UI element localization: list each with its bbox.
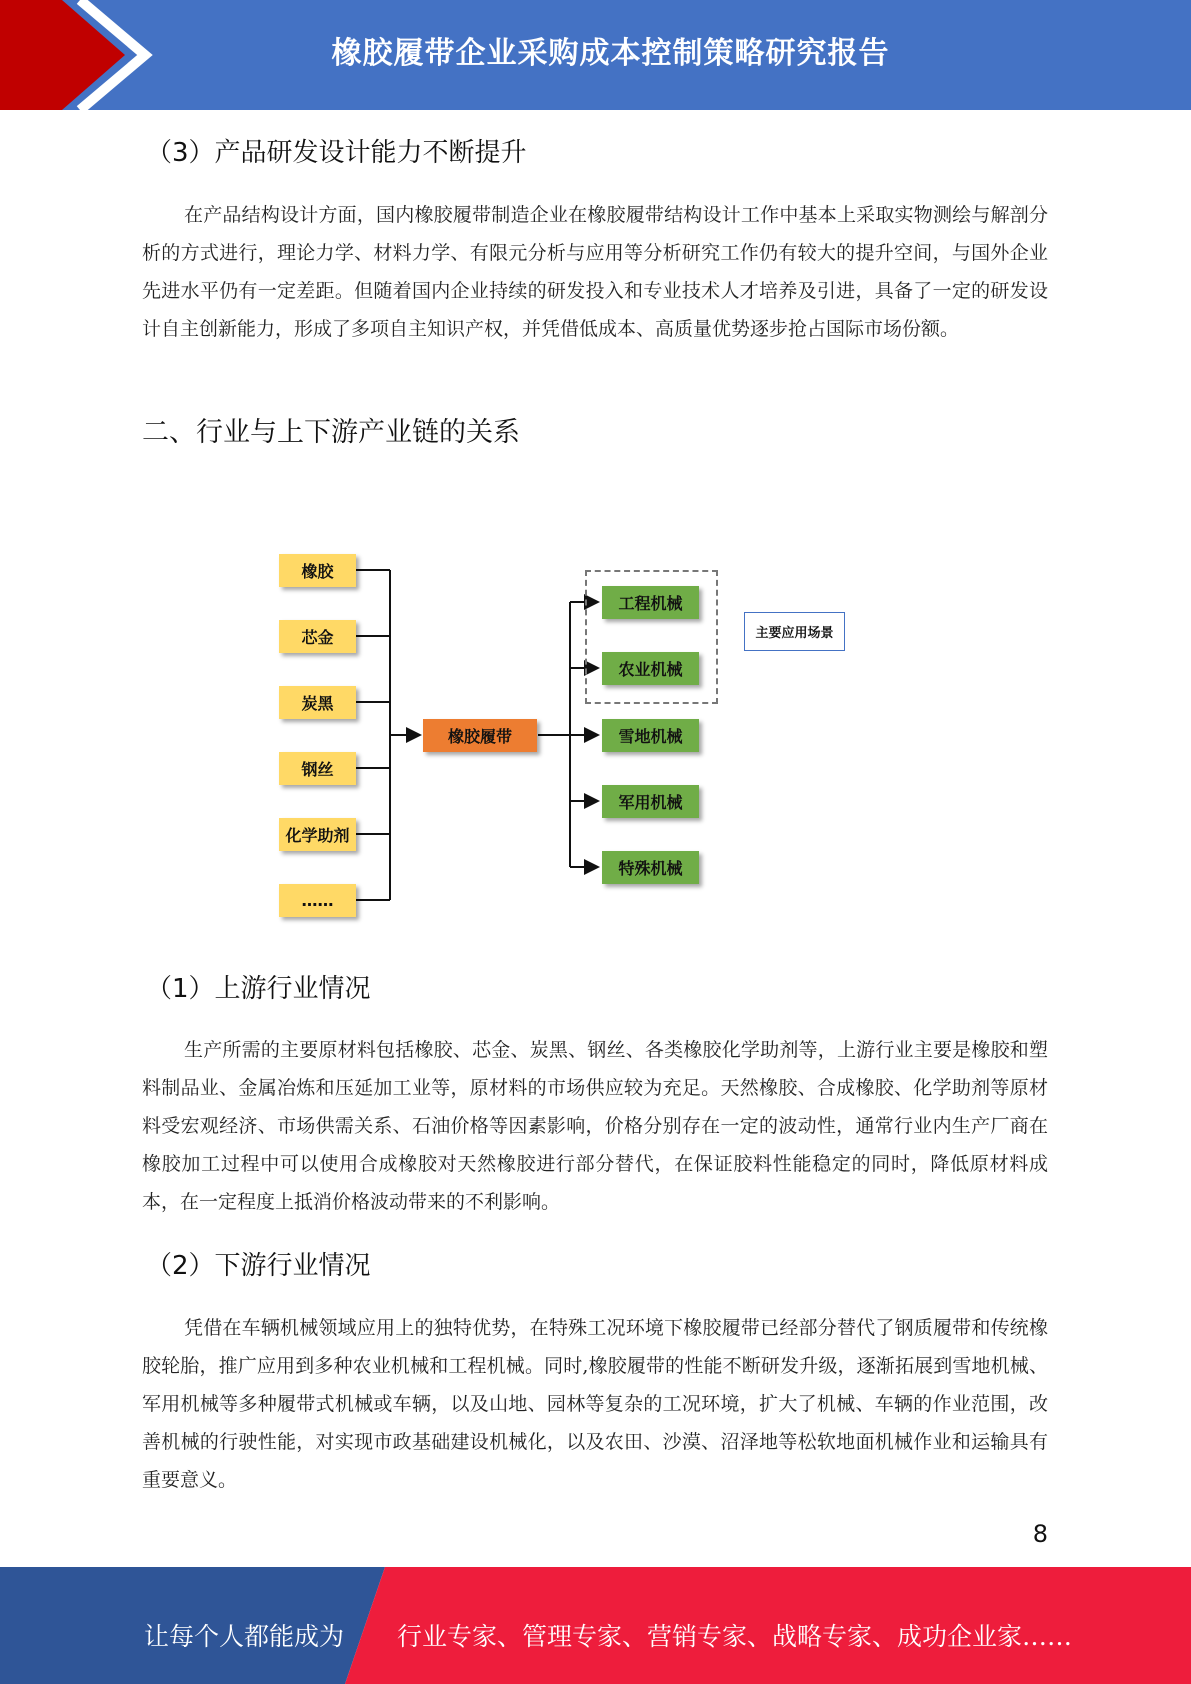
- output-node-special-machinery: 特殊机械: [602, 851, 699, 884]
- legend-main-application: 主要应用场景: [744, 612, 845, 651]
- section-paragraph-rd: 在产品结构设计方面，国内橡胶履带制造企业在橡胶履带结构设计工作中基本上采取实物测绘与解剖分析的方式进行，理论力学、材料力学、有限元分析与应用等分析研究工作仍有较大的提升空间，与国外企业先进水平仍有一定差距。但随着国内企业持续的研发投入和专业技术人才培养及引进，具备了一定的研发设计自主创新能力，形成了多项自主知识产权，并凭借低成本、高质量优势逐步抢占国际市场份额。: [142, 204, 1048, 340]
- input-node-chemical-additives: 化学助剂: [279, 818, 356, 851]
- header-bar: [0, 0, 1191, 110]
- input-node-rubber: 橡胶: [279, 554, 356, 587]
- chapter-heading-industry-chain: 二、行业与上下游产业链的关系: [142, 417, 520, 448]
- input-node-carbon-black: 炭黑: [279, 686, 356, 719]
- section-paragraph-upstream: 生产所需的主要原材料包括橡胶、芯金、炭黑、钢丝、各类橡胶化学助剂等，上游行业主要是橡胶和塑料制品业、金属冶炼和压延加工业等，原材料的市场供应较为充足。天然橡胶、合成橡胶、化学助剂等原材料受宏观经济、市场供需关系、石油价格等因素影响，价格分别存在一定的波动性，通常行业内生产厂商在橡胶加工过程中可以使用合成橡胶对天然橡胶进行部分替代，在保证胶料性能稳定的同时，降低原材料成本，在一定程度上抵消价格波动带来的不利影响。: [142, 1039, 1048, 1213]
- section-heading-rd: （3）产品研发设计能力不断提升: [146, 138, 527, 168]
- output-node-agricultural-machinery: 农业机械: [602, 652, 699, 685]
- output-node-engineering-machinery: 工程机械: [602, 586, 699, 619]
- footer-slogan-left: 让每个人都能成为: [144, 1622, 345, 1651]
- section-paragraph-downstream: 凭借在车辆机械领域应用上的独特优势，在特殊工况环境下橡胶履带已经部分替代了钢质履带和传统橡胶轮胎，推广应用到多种农业机械和工程机械。同时,橡胶履带的性能不断研发升级，逐渐拓展到雪地机械、军用机械等多种履带式机械或车辆，以及山地、园林等复杂的工况环境，扩大了机械、车辆的作业范围，改善机械的行驶性能，对实现市政基础建设机械化，以及农田、沙漠、沼泽地等松软地面机械作业和运输具有重要意义。: [142, 1317, 1048, 1491]
- industry-chain-diagram: [0, 540, 1191, 930]
- input-node-steel-wire: 钢丝: [279, 752, 356, 785]
- section-heading-upstream: （1）上游行业情况: [146, 974, 371, 1004]
- footer-slogan-right: 行业专家、管理专家、营销专家、战略专家、成功企业家……: [397, 1622, 1073, 1651]
- center-node-rubber-track: 橡胶履带: [423, 719, 537, 752]
- page-number: 8: [1032, 1520, 1048, 1548]
- footer-bar: [0, 1567, 1191, 1684]
- input-node-etc: ……: [279, 884, 356, 917]
- section-heading-downstream: （2）下游行业情况: [146, 1251, 371, 1281]
- report-title: 橡胶履带企业采购成本控制策略研究报告: [331, 36, 890, 71]
- output-node-snow-machinery: 雪地机械: [602, 719, 699, 752]
- input-node-metal-core: 芯金: [279, 620, 356, 653]
- output-node-military-machinery: 军用机械: [602, 785, 699, 818]
